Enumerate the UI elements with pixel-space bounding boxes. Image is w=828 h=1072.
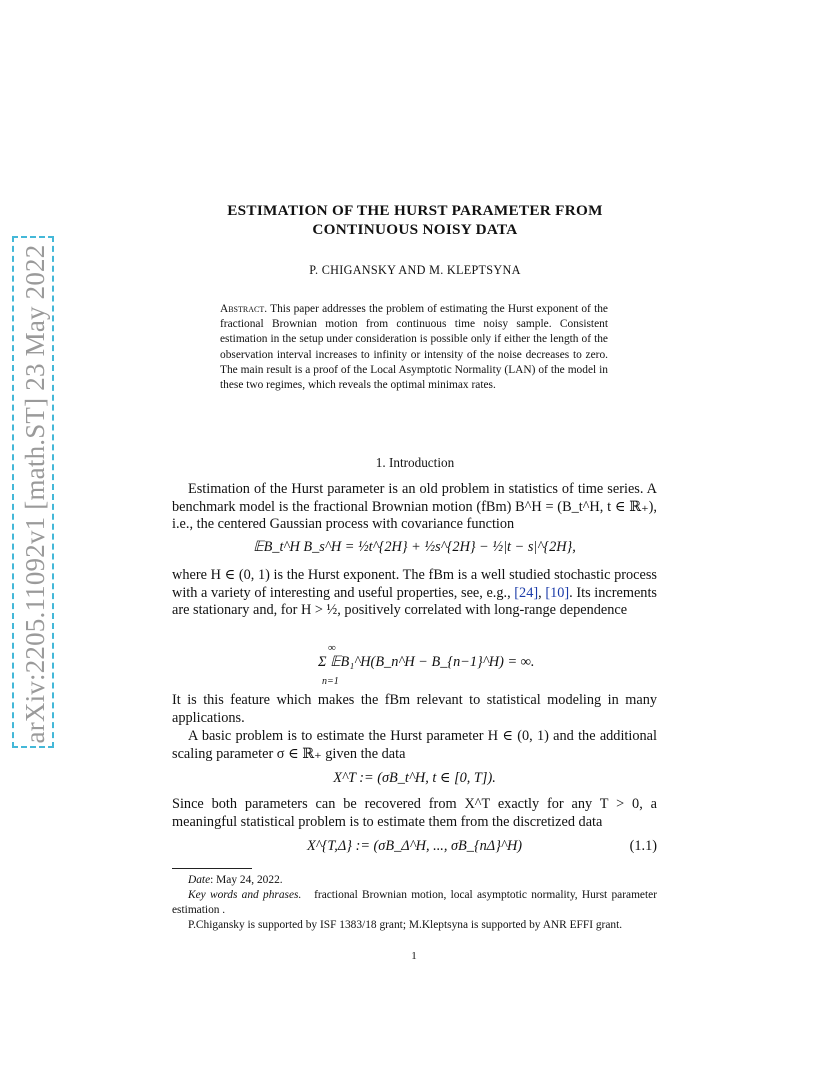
authors: P. CHIGANSKY AND M. KLEPTSYNA	[309, 263, 521, 277]
equation-discretized	[172, 838, 657, 855]
sum-upper-limit: ∞	[328, 642, 336, 654]
arxiv-stamp	[12, 236, 54, 748]
paragraph-5	[172, 796, 657, 831]
arxiv-stamp-text: arXiv:2205.11092v1 [math.ST] 23 May 2022	[19, 244, 50, 744]
sum-expression: Σ 𝔼B₁^H(B_n^H − B_{n−1}^H) = ∞.	[318, 654, 535, 670]
paragraph-2b: . Its increments are stationary and, for H > ½, positively correlated with long-range dependence	[172, 584, 657, 619]
footnote-support: P.Chigansky is supported by ISF 1383/18 grant; M.Kleptsyna is supported by ANR EFFI grant.	[188, 919, 623, 931]
paragraph-2: where H ∈ (0, 1) is the Hurst exponent. The fBm is a well studied stochastic process with a variety of interesting and useful properties, see, e.g., [24], [10]. Its increments are stationary and, for H > ½, positively correlated with long-range dependence	[172, 567, 657, 619]
paper-title	[170, 201, 660, 239]
equation-sum	[172, 642, 657, 692]
footnote-date	[172, 873, 657, 888]
paragraph-1	[172, 481, 657, 534]
section-title	[170, 455, 660, 471]
footnote-keywords-value: fractional Brownian motion, local asymptotic normality, Hurst parameter estimation .	[172, 889, 657, 916]
abstract-label: Abstract.	[220, 303, 268, 315]
paragraph-4	[172, 728, 657, 763]
paragraph-4-text: A basic problem is to estimate the Hurst parameter H ∈ (0, 1) and the additional scaling parameter σ ∈ ℝ₊ given the data	[172, 728, 657, 762]
title-line-1: ESTIMATION OF THE HURST PARAMETER FROM	[227, 202, 603, 219]
page-number: 1	[411, 950, 417, 962]
equation-number: (1.1)	[629, 838, 657, 854]
footnote-rule	[172, 868, 252, 869]
title-line-2: CONTINUOUS NOISY DATA	[312, 221, 518, 238]
paragraph-5-text: Since both parameters can be recovered from X^T exactly for any T > 0, a meaningful statistical problem is to estimate them from the discretized data	[172, 796, 657, 830]
footnote-keywords-label: Key words and phrases.	[188, 889, 302, 901]
citation-10[interactable]: [10]	[545, 584, 570, 601]
footnote-date-value: : May 24, 2022.	[210, 874, 283, 886]
footnote-date-label: Date	[188, 874, 211, 886]
equation-discretized-body: X^{T,Δ} := (σB_Δ^H, ..., σB_{nΔ}^H)	[306, 838, 523, 854]
paragraph-3-text: It is this feature which makes the fBm relevant to statistical modeling in many applications.	[172, 692, 657, 726]
equation-covariance: 𝔼B_t^H B_s^H = ½t^{2H} + ½s^{2H} − ½|t − s|^{2H},	[253, 539, 576, 555]
sum-lower-limit: n=1	[322, 676, 339, 687]
paragraph-3	[172, 692, 657, 727]
footnote-keywords	[172, 888, 657, 918]
abstract	[220, 302, 608, 393]
paragraph-1-text: Estimation of the Hurst parameter is an old problem in statistics of time series. A benchmark model is the fractional Brownian motion (fBm) B^H = (B_t^H, t ∈ ℝ₊), i.e., the centered Gaussian process with covariance function	[172, 481, 657, 533]
abstract-text: This paper addresses the problem of estimating the Hurst exponent of the fractional Brownian motion from continuous time noisy sample. Consistent estimation in the setup under consideration is possible only if either the length of the observation interval increases to infinity or intensity of the noise decreases to zero. The main result is a proof of the Local Asymptotic Normality (LAN) of the model in these two regimes, which reveals the optimal minimax rates.	[220, 303, 608, 392]
equation-data: X^T := (σB_t^H, t ∈ [0, T]).	[333, 770, 496, 786]
paragraph-2a: where H ∈ (0, 1) is the Hurst exponent. The fBm is a well studied stochastic process with a variety of interesting and useful properties, see, e.g.,	[172, 567, 657, 601]
section-heading: 1. Introduction	[375, 455, 455, 470]
citation-24[interactable]: [24]	[514, 584, 539, 601]
